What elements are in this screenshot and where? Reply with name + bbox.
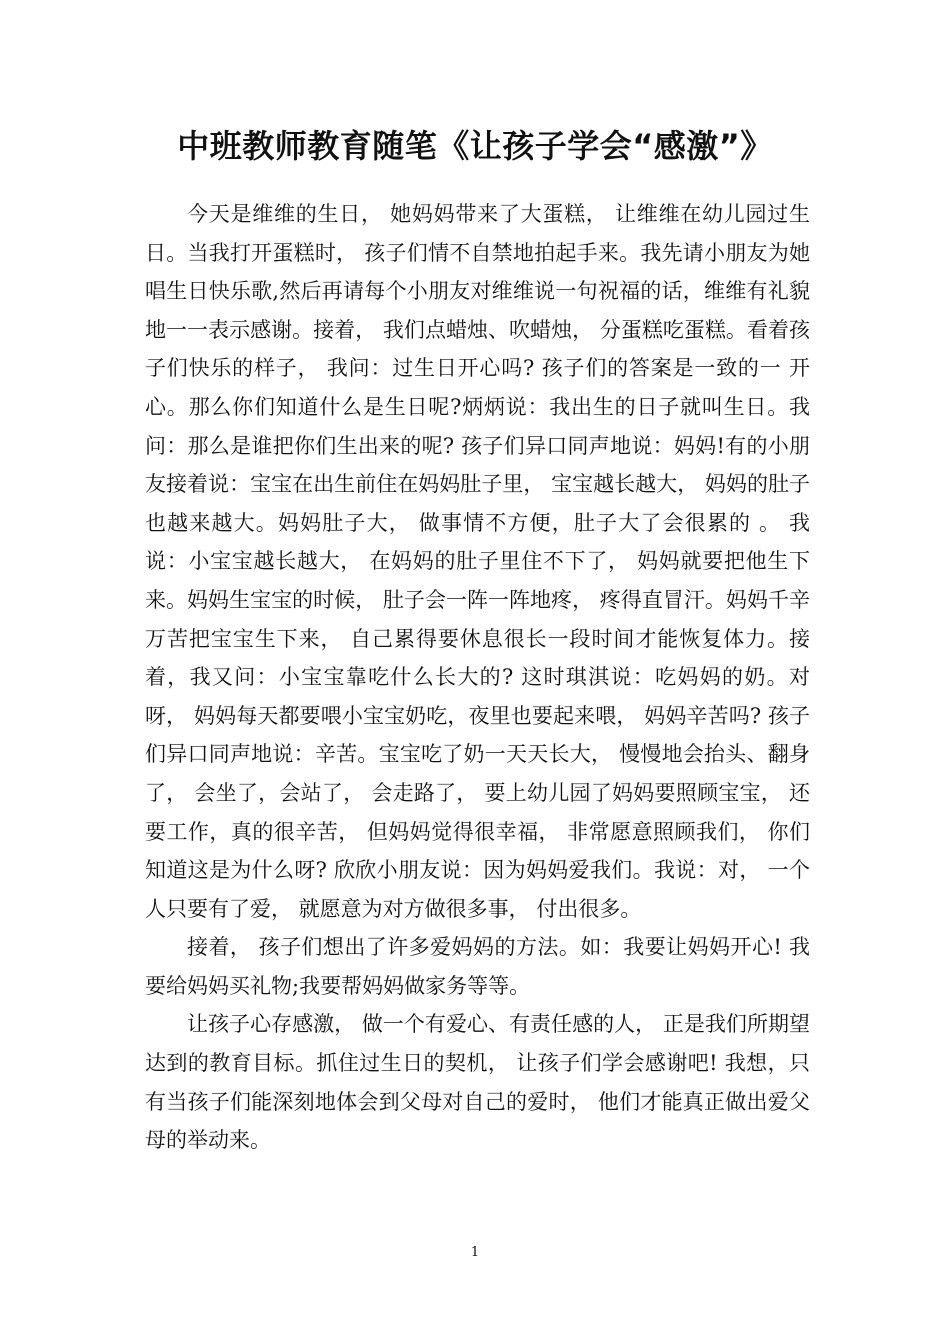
paragraph-2: 接着， 孩子们想出了许多爱妈妈的方法。如：我要让妈妈开心! 我要给妈妈买礼物;我要帮妈妈做家务等等。 (145, 935, 810, 998)
document-title: 中班教师教育随笔《让孩子学会“感激”》 (177, 127, 773, 165)
page-number: 1 (470, 1245, 480, 1260)
paragraph-3: 让孩子心存感激， 做一个有爱心、有责任感的人， 正是我们所期望达到的教育目标。抓住过生日的契机， 让孩子们学会感谢吧! 我想，只有当孩子们能深刻地体会到父母对自己的爱时， 他们才能真正做出爱父母的举动来。 (145, 1012, 810, 1153)
paragraph-1: 今天是维维的生日， 她妈妈带来了大蛋糕， 让维维在幼儿园过生日。当我打开蛋糕时， 孩子们情不自禁地拍起手来。我先请小朋友为她唱生日快乐歌,然后再请每个小朋友对维维说一句祝福的话，维维有礼貌地一一表示感谢。接着， 我们点蜡烛、吹蜡烛， 分蛋糕吃蛋糕。看着孩子们快乐的样子， 我问：过生日开心吗? 孩子们的答案是一致的一 开心。那么你们知道什么是生日呢?炳炳说：我出生的日子就叫生日。我问：那么是谁把你们生出来的呢? 孩子们异口同声地说：妈妈!有的小朋友接着说：宝宝在出生前住在妈妈肚子里， 宝宝越长越大， 妈妈的肚子也越来越大。妈妈肚子大， 做事情不方便，肚子大了会很累的 。 我说：小宝宝越长越大， 在妈妈的肚子里住不下了， 妈妈就要把他生下来。妈妈生宝宝的时候， 肚子会一阵一阵地疼， 疼得直冒汗。妈妈千辛万苦把宝宝生下来， 自己累得要休息很长一段时间才能恢复体力。接着，我又问：小宝宝靠吃什么长大的? 这时琪淇说：吃妈妈的奶。对呀， 妈妈每天都要喂小宝宝奶吃，夜里也要起来喂， 妈妈辛苦吗? 孩子们异口同声地说：辛苦。宝宝吃了奶一天天长大， 慢慢地会抬头、翻身了， 会坐了，会站了， 会走路了， 要上幼儿园了妈妈要照顾宝宝， 还要工作，真的很辛苦， 但妈妈觉得很幸福， 非常愿意照顾我们， 你们知道这是为什么呀? 欣欣小朋友说：因为妈妈爱我们。我说：对， 一个人只要有了爱， 就愿意为对方做很多事， 付出很多。 (145, 202, 810, 921)
document-body (145, 195, 810, 1160)
